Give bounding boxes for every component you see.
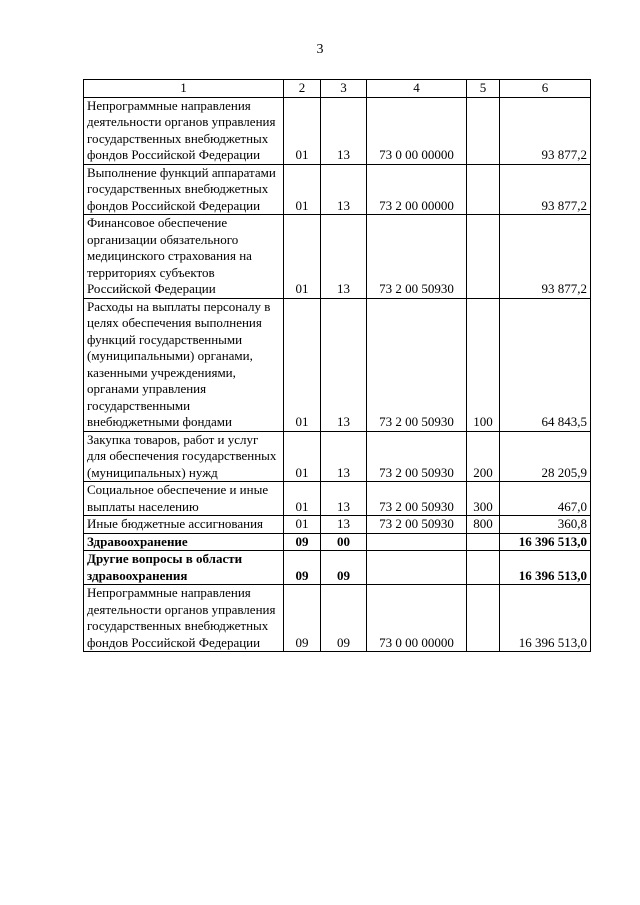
budget-table	[83, 79, 591, 652]
expense-type-cell	[467, 97, 500, 164]
item-name-cell: Финансовое обеспечение организации обязательного медицинского страхования на территориях субъектов Российской Федерации	[84, 215, 284, 299]
amount-cell: 16 396 513,0	[500, 551, 591, 585]
table-row	[84, 431, 591, 482]
item-name-cell: Расходы на выплаты персоналу в целях обеспечения выполнения функций государственными (муниципальными) органами, казенными учреждениями, органами управления государственными внебюджетными фондами	[84, 298, 284, 431]
table-row	[84, 516, 591, 534]
item-name-cell: Другие вопросы в области здравоохранения	[84, 551, 284, 585]
table-row	[84, 298, 591, 431]
expense-type-cell	[467, 533, 500, 551]
subsection-code-cell: 00	[321, 533, 367, 551]
table-row	[84, 215, 591, 299]
target-article-cell	[367, 533, 467, 551]
column-header: 6	[500, 80, 591, 98]
amount-cell: 467,0	[500, 482, 591, 516]
amount-cell: 93 877,2	[500, 164, 591, 215]
column-header: 2	[284, 80, 321, 98]
target-article-cell: 73 2 00 50930	[367, 215, 467, 299]
column-header: 5	[467, 80, 500, 98]
item-name-cell: Непрограммные направления деятельности органов управления государственных внебюджетных фондов Российской Федерации	[84, 97, 284, 164]
subsection-code-cell: 13	[321, 431, 367, 482]
section-code-cell: 01	[284, 431, 321, 482]
page-number: 3	[316, 42, 324, 57]
amount-cell: 93 877,2	[500, 215, 591, 299]
amount-cell: 16 396 513,0	[500, 585, 591, 652]
subsection-code-cell: 13	[321, 164, 367, 215]
target-article-cell: 73 2 00 50930	[367, 516, 467, 534]
target-article-cell: 73 2 00 50930	[367, 431, 467, 482]
table-row	[84, 482, 591, 516]
expense-type-cell	[467, 551, 500, 585]
subsection-code-cell: 13	[321, 97, 367, 164]
column-header: 4	[367, 80, 467, 98]
target-article-cell: 73 2 00 50930	[367, 482, 467, 516]
column-header: 1	[84, 80, 284, 98]
expense-type-cell	[467, 585, 500, 652]
section-code-cell: 01	[284, 215, 321, 299]
subsection-code-cell: 13	[321, 215, 367, 299]
section-code-cell: 09	[284, 551, 321, 585]
table-row-subsection-total	[84, 551, 591, 585]
item-name-cell: Непрограммные направления деятельности органов управления государственных внебюджетных фондов Российской Федерации	[84, 585, 284, 652]
item-name-cell: Иные бюджетные ассигнования	[84, 516, 284, 534]
expense-type-cell	[467, 164, 500, 215]
column-header: 3	[321, 80, 367, 98]
section-code-cell: 01	[284, 97, 321, 164]
section-code-cell: 09	[284, 585, 321, 652]
amount-cell: 16 396 513,0	[500, 533, 591, 551]
section-code-cell: 09	[284, 533, 321, 551]
table-row	[84, 97, 591, 164]
target-article-cell: 73 2 00 50930	[367, 298, 467, 431]
expense-type-cell: 300	[467, 482, 500, 516]
section-code-cell: 01	[284, 298, 321, 431]
subsection-code-cell: 13	[321, 516, 367, 534]
amount-cell: 64 843,5	[500, 298, 591, 431]
expense-type-cell: 800	[467, 516, 500, 534]
expense-type-cell	[467, 215, 500, 299]
target-article-cell: 73 0 00 00000	[367, 97, 467, 164]
table-header-row	[84, 80, 591, 98]
expense-type-cell: 100	[467, 298, 500, 431]
item-name-cell: Выполнение функций аппаратами государственных внебюджетных фондов Российской Федерации	[84, 164, 284, 215]
subsection-code-cell: 13	[321, 298, 367, 431]
subsection-code-cell: 09	[321, 585, 367, 652]
amount-cell: 360,8	[500, 516, 591, 534]
subsection-code-cell: 13	[321, 482, 367, 516]
expense-type-cell: 200	[467, 431, 500, 482]
table-row	[84, 164, 591, 215]
target-article-cell	[367, 551, 467, 585]
item-name-cell: Социальное обеспечение и иные выплаты населению	[84, 482, 284, 516]
table-row	[84, 585, 591, 652]
section-code-cell: 01	[284, 516, 321, 534]
item-name-cell: Здравоохранение	[84, 533, 284, 551]
target-article-cell: 73 0 00 00000	[367, 585, 467, 652]
section-code-cell: 01	[284, 482, 321, 516]
amount-cell: 28 205,9	[500, 431, 591, 482]
amount-cell: 93 877,2	[500, 97, 591, 164]
target-article-cell: 73 2 00 00000	[367, 164, 467, 215]
subsection-code-cell: 09	[321, 551, 367, 585]
section-code-cell: 01	[284, 164, 321, 215]
table-row-section-total	[84, 533, 591, 551]
item-name-cell: Закупка товаров, работ и услуг для обеспечения государственных (муниципальных) нужд	[84, 431, 284, 482]
